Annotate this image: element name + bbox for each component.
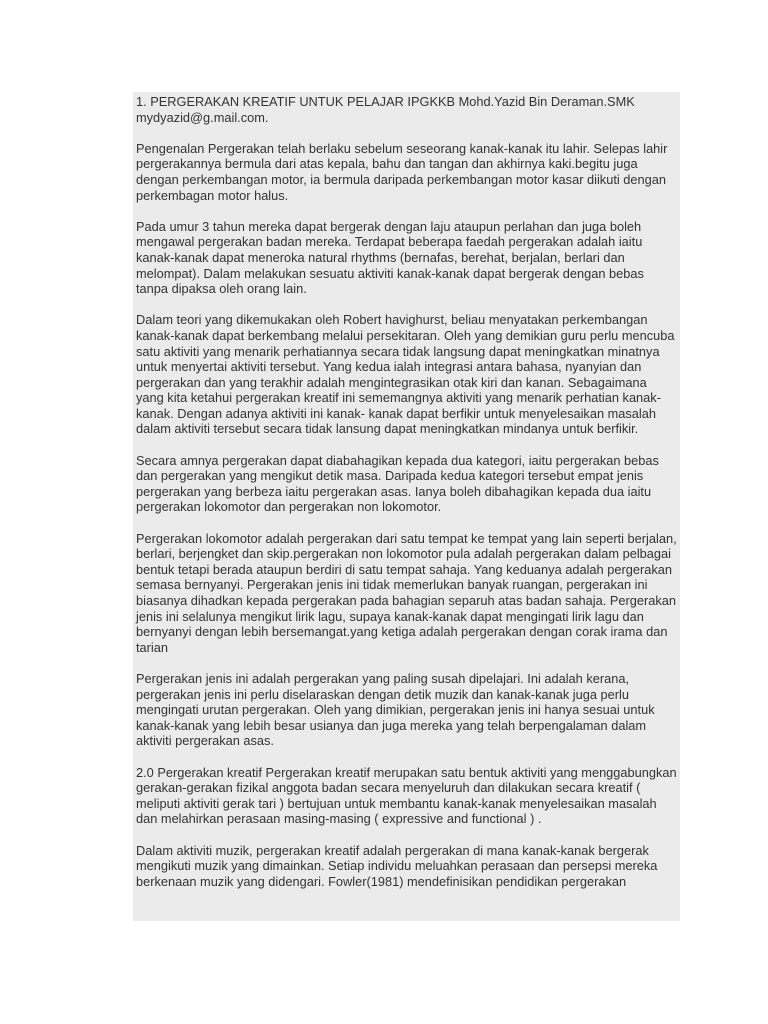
- paragraph-pengenalan: Pengenalan Pergerakan telah berlaku sebelum seseorang kanak-kanak itu lahir. Selepas lahir pergerakannya bermula dari atas kepala, bahu dan tangan dan akhirnya kaki.begitu juga dengan perkembangan motor, ia bermula daripada perkembangan motor kasar diikuti dengan perkembagan motor halus.: [136, 140, 668, 203]
- paragraph-teori: Dalam teori yang dikemukakan oleh Robert havighurst, beliau menyatakan perkembangan kanak-kanak dapat berkembang melalui persekitaran. Oleh yang demikian guru perlu mencuba satu aktiviti yang menarik perhatiannya secara tidak langsung dapat meningkatkan minatnya untuk menyertai aktiviti tersebut. Yang kedua ialah integrasi antara bahasa, nyanyian dan pergerakan dan yang terakhir adalah mengintegrasikan otak kiri dan kanan. Sebagaimana yang kita ketahui pergerakan kreatif ini sememangnya aktiviti yang menarik perhatian kanak-kanak. Dengan adanya aktiviti ini kanak- kanak dapat berfikir untuk menyelesaikan masalah dalam aktiviti tersebut secara tidak lansung dapat meningkatkan mindanya untuk berfikir.: [136, 312, 675, 437]
- paragraph-kategori: Secara amnya pergerakan dapat diabahagikan kepada dua kategori, iaitu pergerakan bebas dan pergerakan yang mengikut detik masa. Daripada kedua kategori tersebut empat jenis pergerakan yang berbeza iaitu pergerakan asas. Ianya boleh dibahagikan kepada dua iaitu pergerakan lokomotor dan pergerakan non lokomotor.: [136, 452, 659, 515]
- paragraph-title: 1. PERGERAKAN KREATIF UNTUK PELAJAR IPGKKB Mohd.Yazid Bin Deraman.SMK mydyazid@g.mail.com.: [136, 94, 635, 125]
- paragraph-lokomotor: Pergerakan lokomotor adalah pergerakan dari satu tempat ke tempat yang lain seperti berjalan, berlari, berjengket dan skip.pergerakan non lokomotor pula adalah pergerakan dalam pelbagai bentuk tetapi berada ataupun berdiri di satu tempat sahaja. Yang keduanya adalah pergerakan semasa bernyanyi. Pergerakan jenis ini tidak memerlukan banyak ruangan, pergerakan ini biasanya dihadkan kepada pergerakan pada bahagian separuh atas badan sahaja. Pergerakan jenis ini selalunya mengikut lirik lagu, supaya kanak-kanak dapat mengingati lirik lagu dan bernyanyi dengan lebih bersemangat.yang ketiga adalah pergerakan dengan corak irama dan tarian: [136, 530, 677, 655]
- paragraph-jenis: Pergerakan jenis ini adalah pergerakan yang paling susah dipelajari. Ini adalah kerana, pergerakan jenis ini perlu diselaraskan dengan detik muzik dan kanak-kanak juga perlu mengingati urutan pergerakan. Oleh yang dimikian, pergerakan jenis ini hanya sesuai untuk kanak-kanak yang lebih besar usianya dan juga mereka yang telah berpengalaman dalam aktiviti pergerakan asas.: [136, 670, 655, 749]
- paragraph-kreatif: 2.0 Pergerakan kreatif Pergerakan kreatif merupakan satu bentuk aktiviti yang menggabungkan gerakan-gerakan fizikal anggota badan secara menyeluruh dan dilakukan secara kreatif ( meliputi aktiviti gerak tari ) bertujuan untuk membantu kanak-kanak menyelesaikan masalah dan melahirkan perasaan masing-masing ( expressive and functional ) .: [136, 764, 677, 827]
- paragraph-umur: Pada umur 3 tahun mereka dapat bergerak dengan laju ataupun perlahan dan juga boleh mengawal pergerakan badan mereka. Terdapat beberapa faedah pergerakan adalah iaitu kanak-kanak dapat meneroka natural rhythms (bernafas, berehat, berjalan, berlari dan melompat). Dalam melakukan sesuatu aktiviti kanak-kanak dapat bergerak dengan bebas tanpa dipaksa oleh orang lain.: [136, 218, 644, 297]
- paragraph-muzik: Dalam aktiviti muzik, pergerakan kreatif adalah pergerakan di mana kanak-kanak bergerak mengikuti muzik yang dimainkan. Setiap individu meluahkan perasaan dan persepsi mereka berkenaan muzik yang didengari. Fowler(1981) mendefinisikan pendidikan pergerakan: [136, 842, 658, 889]
- document-text-block: [133, 92, 680, 921]
